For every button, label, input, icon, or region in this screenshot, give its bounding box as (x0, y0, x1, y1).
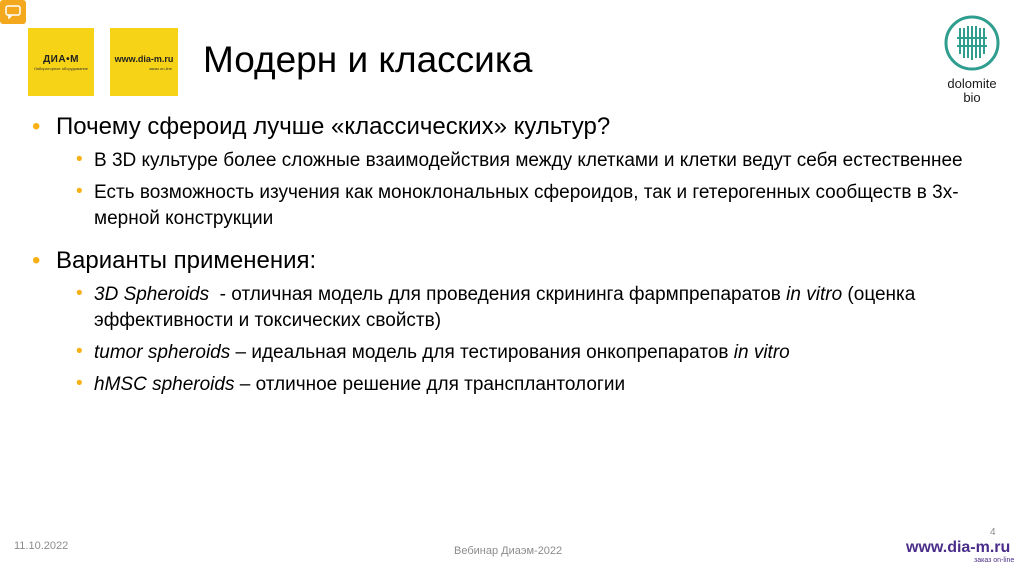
dolomite-logo-line1: dolomite (947, 76, 997, 91)
sub-bullet-3d-spheroids (32, 282, 992, 334)
www-logo (110, 28, 178, 96)
bullet-marker: • (76, 373, 83, 394)
www-logo-url: www.dia-m.ru (114, 53, 174, 64)
bullet-text: Почему сфероид лучше «классических» культур? (56, 113, 611, 140)
slide-title: Модерн и классика (203, 39, 533, 80)
slide-body (32, 112, 992, 398)
term-in-vitro: in vitro (733, 342, 790, 363)
term-hmsc-spheroids: hMSC spheroids (94, 374, 235, 395)
sub-bullet-tumor-spheroids (32, 340, 992, 366)
bullet-marker: • (76, 181, 83, 202)
sub-bullet-text: Есть возможность изучения как моноклональных сфероидов, так и гетерогенных сообществ в 3х-мерной конструкции (94, 182, 959, 229)
bullet-why-spheroid (32, 112, 992, 142)
sub-bullet-text: – отличное решение для трансплантологии (234, 374, 626, 395)
sub-bullet-text: – идеальная модель для тестирования онкопрепаратов (230, 342, 734, 363)
diam-logo (28, 28, 94, 96)
term-3d-spheroids: 3D Spheroids (94, 284, 210, 305)
footer-diam-logo-tagline: заказ on-line (974, 557, 1015, 564)
bullet-marker: • (76, 341, 83, 362)
footer-date: 11.10.2022 (14, 540, 69, 552)
sub-bullet-text-cont: (оценка эффективности и токсических свойств) (94, 284, 916, 331)
bullet-marker: • (32, 247, 41, 274)
page-number: 4 (990, 527, 996, 538)
term-in-vitro: in vitro (786, 284, 843, 305)
dolomite-logo-line2: bio (963, 89, 981, 105)
sub-bullet-text: В 3D культуре более сложные взаимодействия между клетками и клетки ведут себя естественнее (94, 150, 963, 171)
bullet-marker: • (32, 113, 41, 140)
footer-diam-logo[interactable]: www.dia-m.ru (906, 539, 1011, 556)
diam-logo-brand: ДИА•М (43, 53, 79, 65)
dolomite-bio-logo (934, 14, 1010, 104)
bullet-marker: • (76, 283, 83, 304)
sub-bullet-3d-interactions (32, 148, 992, 174)
bullet-applications (32, 246, 992, 276)
sub-bullet-text: - отличная модель для проведения скрининга фармпрепаратов (209, 284, 787, 305)
www-logo-tagline: заказ on-line (148, 65, 172, 71)
dolomite-bio-icon (943, 14, 1001, 72)
bullet-marker: • (76, 149, 83, 170)
sub-bullet-monoclonal (32, 180, 992, 232)
diam-logo-tagline: Лабораторное оборудование (33, 65, 89, 71)
sub-bullet-hmsc-spheroids (32, 372, 992, 398)
term-tumor-spheroids: tumor spheroids (94, 342, 231, 363)
bullet-text: Варианты применения: (56, 247, 317, 274)
footer-webinar: Вебинар Диаэм-2022 (454, 545, 563, 557)
speech-bubble-icon[interactable] (0, 0, 26, 24)
